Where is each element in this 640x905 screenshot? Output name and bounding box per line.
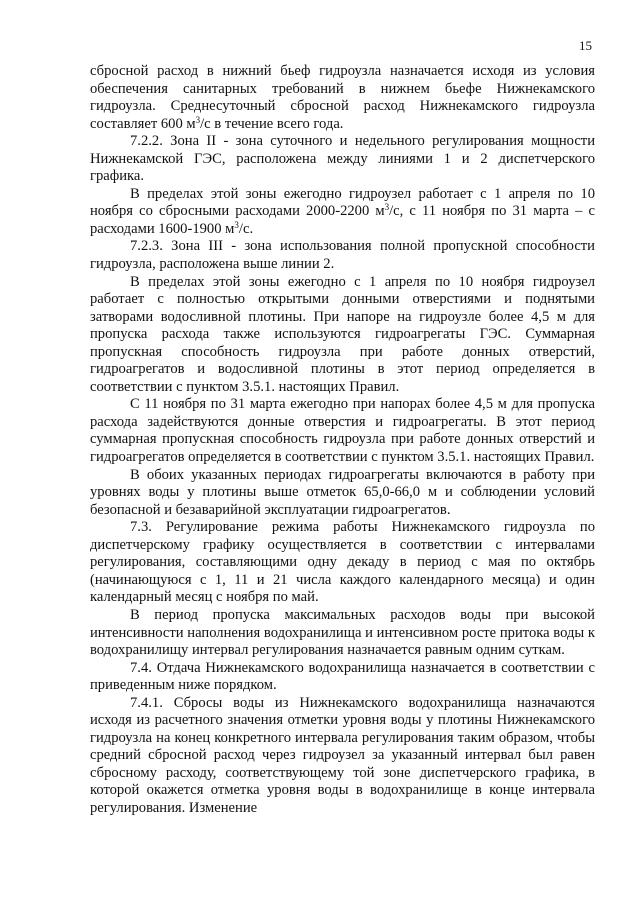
paragraph-7: В обоих указанных периодах гидроагрегаты включаются в работу при уровнях воды у плотины выше отметок 65,0-66,0 м и соблюдении условий безопасной и безаварийной эксплуатации гидроагрегатов. (90, 466, 595, 518)
paragraph-2: 7.2.2. Зона II - зона суточного и недельного регулирования мощности Нижнекамской ГЭС, расположена между линиями 1 и 2 диспетчерского графика. (90, 133, 595, 185)
paragraph-9: В период пропуска максимальных расходов воды при высокой интенсивности наполнения водохранилища и интенсивном росте притока воды к водохранилищу интервал регулирования назначается равным одним суткам. (90, 606, 595, 659)
paragraph-10: 7.4. Отдача Нижнекамского водохранилища назначается в соответствии с приведенным ниже порядком. (90, 659, 595, 694)
paragraph-11: 7.4.1. Сбросы воды из Нижнекамского водохранилища назначаются исходя из расчетного значения отметки уровня воды у плотины Нижнекамского гидроузла на конец конкретного интервала регулирования таким образом, чтобы средний сбросной расход через гидроузел за указанный интервал был равен сбросному расходу, соответствующему той зоне диспетчерского графика, в которой окажется отметка уровня воды в водохранилище в конце интервала регулирования. Изменение (90, 694, 595, 816)
paragraph-4: 7.2.3. Зона III - зона использования полной пропускной способности гидроузла, расположена выше линии 2. (90, 238, 595, 273)
paragraph-8: 7.3. Регулирование режима работы Нижнекамского гидроузла по диспетчерскому графику осуществляется в соответствии с интервалами регулирования, составляющими одну декаду в период с мая по октябрь (начинающуюся с 1, 11 и 21 числа каждого календарного месяца) и один календарный месяц с ноября по май. (90, 519, 595, 606)
paragraph-1: сбросной расход в нижний бьеф гидроузла назначается исходя из условия обеспечения санитарных требований в нижнем бьефе Нижнекамского гидроузла. Среднесуточный сбросной расход Нижнекамского гидроузла составляет 600 $м^3/с$ в течение всего года. (90, 63, 595, 132)
paragraph-6: С 11 ноября по 31 марта ежегодно при напорах более 4,5 м для пропуска расхода задействуются донные отверстия и гидроагрегаты. В этот период суммарная пропускная способность гидроузла при работе донных отверстий и гидроагрегатов определяется в соответствии с пунктом 3.5.1. настоящих Правил. (90, 396, 595, 466)
page-body (90, 63, 595, 818)
page-number: 15 (579, 38, 592, 53)
paragraph-3: В пределах этой зоны ежегодно гидроузел работает с 1 апреля по 10 ноября со сбросными расходами 2000-2200 $м^3/с$, с 11 ноября по 31 марта – с расходами 1600-1900 $м^3/с$. (90, 185, 595, 237)
paragraph-5: В пределах этой зоны ежегодно с 1 апреля по 10 ноября гидроузел работает с полностью открытыми донными отверстиями и поднятыми затворами водосливной плотины. При напоре на гидроузле более 4,5 м для пропуска расхода также используются гидроагрегаты ГЭС. Суммарная пропускная способность гидроузла при работе донных отверстий, гидроагрегатов и водосливной плотины в этот период определяется в соответствии с пунктом 3.5.1. настоящих Правил. (90, 273, 595, 395)
